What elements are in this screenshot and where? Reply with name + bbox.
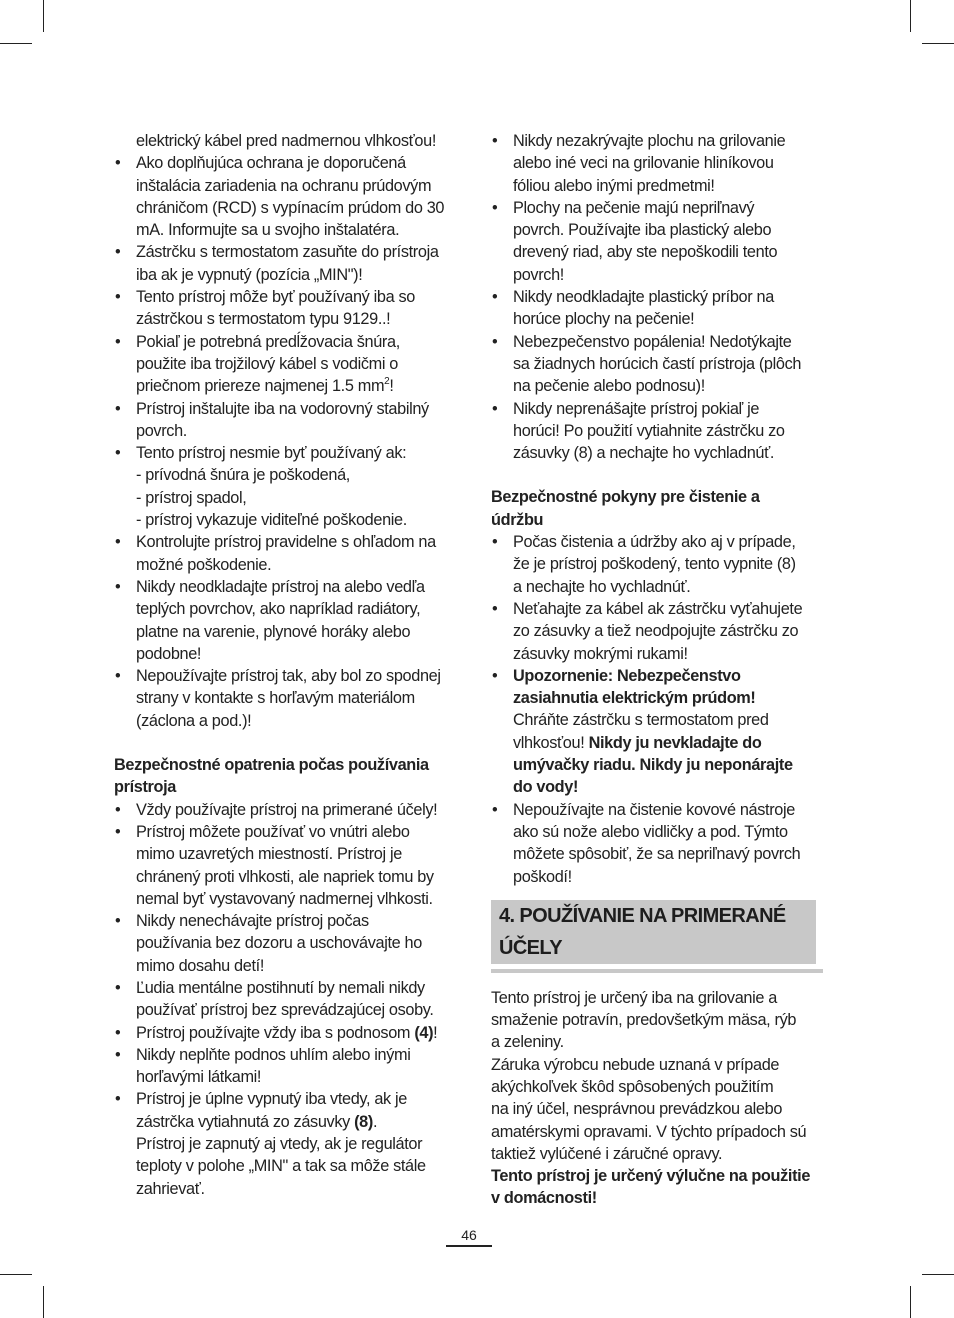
safety-list-b bbox=[114, 398, 464, 443]
list-item: • Kontrolujte prístroj pravidelne s ohľadom na možné poškodenie. bbox=[114, 531, 464, 576]
list-item: • Neťahajte za kábel ak zástrčku vyťahujete zo zásuvky a tiež neodpojujte zástrčku zo zásuvky mokrými rukami! bbox=[491, 598, 821, 665]
crop-mark-bottom-right-v bbox=[910, 1286, 911, 1318]
crop-mark-top-left-h bbox=[0, 43, 32, 44]
household-note: Tento prístroj je určený výlučne na použitie v domácnosti! bbox=[491, 1167, 811, 1208]
usage-list-tray bbox=[114, 1022, 464, 1044]
section-heading: 4. POUŽÍVANIE NA PRIMERANÉ ÚČELY bbox=[491, 900, 816, 964]
cleaning-heading: Bezpečnostné pokyny pre čistenie a údržbu bbox=[491, 488, 760, 529]
usage-list-a bbox=[114, 799, 464, 1022]
list-item: • Nepoužívajte na čistenie kovové nástroje ako sú nože alebo vidličky a pod. Týmto môžete spôsobiť, že sa nepriľnavý povrch poškodí! bbox=[491, 799, 821, 888]
usage-list-switch bbox=[114, 1088, 464, 1199]
list-item: • Nebezpečenstvo popálenia! Nedotýkajte sa žiadnych horúcich častí prístroja (plôch na pečenie alebo podnosu)! bbox=[491, 331, 821, 398]
cleaning-list-a bbox=[491, 531, 821, 665]
list-item: • Nikdy neplňte podnos uhlím alebo inými horľavými látkami! bbox=[114, 1044, 464, 1089]
cleaning-warning bbox=[491, 665, 821, 799]
list-item: • Ľudia mentálne postihnutí by nemali nikdy používať prístroj bez sprevádzajúcej osoby. bbox=[114, 977, 464, 1022]
crop-mark-top-right-v bbox=[910, 0, 911, 32]
list-item: • Tento prístroj môže byť používaný iba so zástrčkou s termostatom typu 9129..! bbox=[114, 286, 464, 331]
crop-mark-top-left-v bbox=[43, 0, 44, 32]
intended-use-text: Tento prístroj je určený iba na grilovanie a smaženie potravín, predovšetkým mäsa, rýb a zeleniny. bbox=[491, 988, 797, 1052]
page-number: 46 bbox=[446, 1226, 492, 1247]
safety-list-damage bbox=[114, 442, 464, 531]
crop-mark-top-right-h bbox=[922, 43, 954, 44]
cable-item: • Pokiaľ je potrebná predĺžovacia šnúra, použite iba trojžilový kábel s vodičmi o priečnom priereze najmenej 1.5 $mm^2$! bbox=[114, 331, 464, 398]
list-item: • Prístroj inštalujte iba na vodorovný stabilný povrch. bbox=[114, 398, 464, 443]
warning-item: • Upozornenie: Nebezpečenstvo zasiahnutia elektrickým prúdom! Chráňte zástrčku s termostatom pred vlhkosťou! Nikdy ju nevkladajte do umývačky riadu. Nikdy ju neponárajte do vody! bbox=[491, 665, 821, 799]
safety-list-cable bbox=[114, 331, 464, 398]
list-item: • Zástrčku s termostatom zasuňte do prístroja iba ak je vypnutý (pozícia „MIN")! bbox=[114, 241, 464, 286]
list-item: • Nikdy nezakrývajte plochu na grilovanie alebo iné veci na grilovanie hliníkovou fóliou alebo inými predmetmi! bbox=[491, 130, 821, 197]
switch-item: • Prístroj je úplne vypnutý iba vtedy, ak je zástrčka vytiahnutá zo zásuvky (8). Prístroj je zapnutý aj vtedy, ak je regulátor teploty v polohe „MIN" a tak sa môže stále zahrievať. bbox=[114, 1088, 464, 1199]
cleaning-list-b bbox=[491, 799, 821, 888]
damage-item: • Tento prístroj nesmie byť používaný ak: - prívodná šnúra je poškodená, - prístroj spadol, - prístroj vykazuje viditeľné poškodenie. bbox=[114, 442, 464, 531]
list-item: • Nikdy neodkladajte prístroj na alebo vedľa teplých povrchov, ako napríklad radiátory, platne na varenie, plynové horáky alebo podobne! bbox=[114, 576, 464, 665]
tray-item: • Prístroj používajte vždy iba s podnosom (4)! bbox=[114, 1022, 464, 1044]
crop-mark-bottom-left-h bbox=[0, 1274, 32, 1275]
list-item: • Nikdy nenechávajte prístroj počas používania bez dozoru a uschovávajte ho mimo dosahu detí! bbox=[114, 910, 464, 977]
list-item: • Plochy na pečenie majú nepriľnavý povrch. Používajte iba plastický alebo drevený riad, aby ste nepoškodili tento povrch! bbox=[491, 197, 821, 286]
list-item: • Nikdy neodkladajte plastický príbor na horúce plochy na pečenie! bbox=[491, 286, 821, 331]
right-column bbox=[491, 130, 821, 1210]
list-item: • Vždy používajte prístroj na primerané účely! bbox=[114, 799, 464, 821]
safety-list-a bbox=[114, 152, 464, 330]
list-item: • Prístroj môžete používať vo vnútri alebo mimo uzavretých miestností. Prístroj je chránený proti vlhkosti, ale napriek tomu by nemal byť vystavovaný nadmernej vlhkosti. bbox=[114, 821, 464, 910]
list-item: • Nikdy neprenášajte prístroj pokiaľ je horúci! Po použití vytiahnite zástrčku zo zásuvky (8) a nechajte ho vychladnúť. bbox=[491, 398, 821, 465]
list-item: • Počas čistenia a údržby ako aj v prípade, že je prístroj poškodený, tento vypnite (8) a nechajte ho vychladnúť. bbox=[491, 531, 821, 598]
usage-heading: Bezpečnostné opatrenia počas používania prístroja bbox=[114, 756, 429, 797]
crop-mark-bottom-left-v bbox=[43, 1286, 44, 1318]
safety-list-c bbox=[114, 531, 464, 732]
warranty-text: Záruka výrobcu nebude uznaná v prípade akýchkoľvek škôd spôsobených použitím na iný účel, nesprávnou prevádzkou alebo amatérskymi opravami. V týchto prípadoch sú taktiež vylúčené i záručné opravy. bbox=[491, 1055, 807, 1163]
grill-list bbox=[491, 130, 821, 464]
continuation-text: elektrický kábel pred nadmernou vlhkosťou! bbox=[136, 132, 437, 150]
crop-mark-bottom-right-h bbox=[922, 1274, 954, 1275]
list-item: • Nepoužívajte prístroj tak, aby bol zo spodnej strany v kontakte s horľavým materiálom (záclona a pod.)! bbox=[114, 665, 464, 732]
list-item: • Ako doplňujúca ochrana je doporučená inštalácia zariadenia na ochranu prúdovým chráničom (RCD) s vypínacím prúdom do 30 mA. Informujte sa u svojho inštalatéra. bbox=[114, 152, 464, 241]
left-column bbox=[114, 130, 464, 1200]
usage-list-b bbox=[114, 1044, 464, 1089]
